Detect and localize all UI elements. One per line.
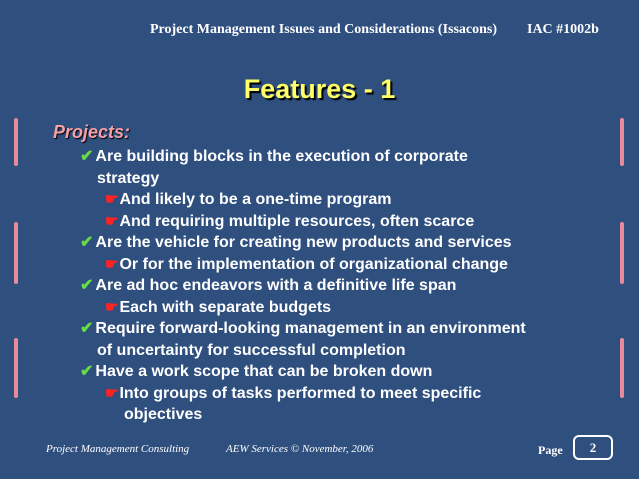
slide-title: Features - 1 [243,74,396,104]
bullet-line [105,211,474,233]
bullet-line [105,254,508,276]
pointing-hand-icon: ☛ [105,298,119,316]
check-icon: ✔ [80,148,94,165]
bullet-line [97,168,159,190]
bullet-text: Each with separate budgets [119,298,332,316]
bullet-text: Are building blocks in the execution of corporate [95,148,468,165]
check-icon: ✔ [80,363,94,380]
header-code: IAC #1002b [527,22,599,37]
pointing-hand-icon: ☛ [105,191,119,208]
right-accent-bar-top [620,118,624,166]
bullet-text: Are the vehicle for creating new products and services [95,234,512,251]
bullet-line [80,275,456,297]
bullet-text: of uncertainty for successful completion [97,341,406,359]
pointing-hand-icon: ☛ [105,384,119,402]
page-label: Page [538,443,563,457]
bullet-line [105,383,481,405]
bullet-text: And requiring multiple resources, often scarce [119,212,475,230]
bullet-line [80,318,526,340]
bullet-line [80,232,512,254]
right-accent-bar-bottom [620,338,624,398]
pointing-hand-icon: ☛ [105,212,119,230]
bullet-line [80,146,468,168]
bullet-text: Require forward-looking management in an environment [95,320,526,337]
section-label: Projects: [53,122,131,142]
bullet-line [124,404,202,426]
bullet-text: Are ad hoc endeavors with a definitive life span [95,277,457,294]
left-accent-bar-bottom [14,338,18,398]
bullet-line [80,361,432,383]
pointing-hand-icon: ☛ [105,255,119,273]
check-icon: ✔ [80,320,94,337]
check-icon: ✔ [80,277,94,294]
slide-header [0,22,639,42]
bullet-text: Have a work scope that can be broken down [95,363,433,380]
bullet-line [97,340,406,362]
right-accent-bar-mid [620,222,624,284]
footer-copyright: AEW Services © November, 2006 [226,443,374,455]
bullet-line [105,297,331,319]
bullet-line [105,189,392,211]
bullet-text: Or for the implementation of organizational change [119,255,508,273]
page-number: 2 [589,440,597,455]
left-accent-bar-mid [14,222,18,284]
bullet-text: objectives [124,406,203,423]
check-icon: ✔ [80,234,94,251]
page-number-box [573,435,613,460]
header-title: Project Management Issues and Considerations (Issacons) [150,22,498,37]
bullet-text: strategy [97,169,160,187]
bullet-text: And likely to be a one-time program [119,191,392,208]
bullet-text: Into groups of tasks performed to meet specific [119,384,482,402]
left-accent-bar-top [14,118,18,166]
footer-company: Project Management Consulting [46,443,190,455]
